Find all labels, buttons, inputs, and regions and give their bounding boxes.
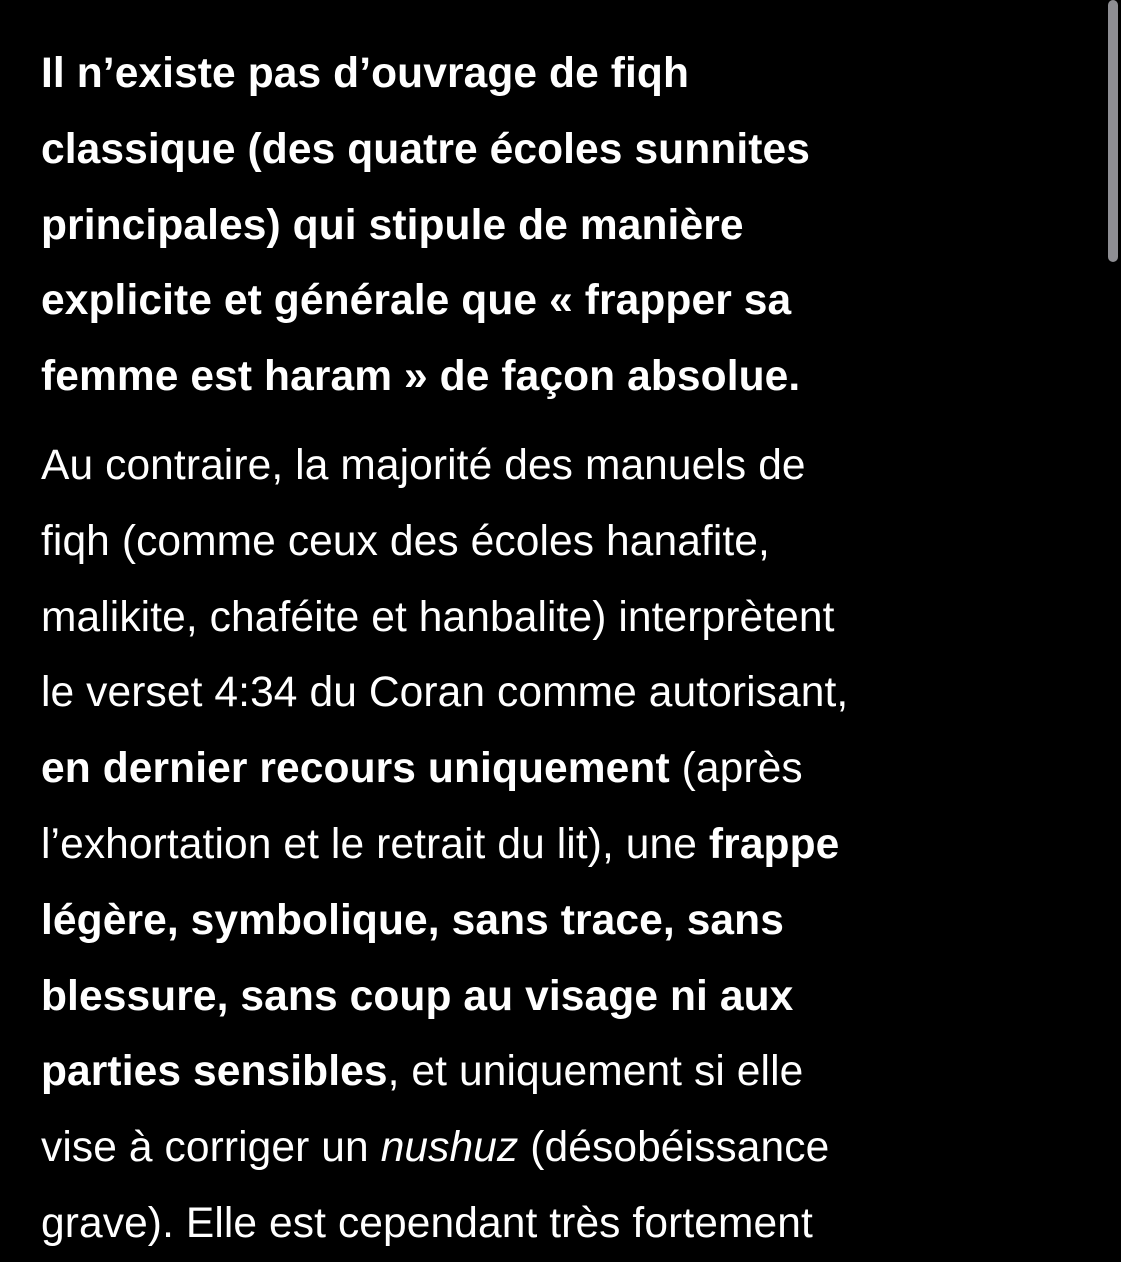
text-line: fiqh (comme ceux des écoles hanafite, (41, 517, 770, 565)
text-line: explicite et générale que « frapper sa (41, 277, 792, 325)
text-line: Au contraire, la majorité des manuels de (41, 441, 806, 489)
paragraph-intro (41, 36, 1081, 415)
text-line: blessure, sans coup au visage ni aux (41, 972, 794, 1020)
text-line: malikite, chaféite et hanbalite) interprètent (41, 593, 835, 641)
text-line-cut-off: grave). Elle est cependant très fortement (41, 1199, 813, 1247)
bold-phrase: frappe (708, 820, 840, 868)
text-run: l’exhortation et le retrait du lit), une (41, 820, 709, 868)
text-line: femme est haram » de façon absolue. (41, 353, 801, 401)
text-line: légère, symbolique, sans trace, sans (41, 896, 784, 944)
text-line (41, 731, 1081, 807)
article-body (41, 36, 1081, 1262)
bold-phrase: parties sensibles (41, 1048, 388, 1096)
text-run: vise à corriger un (41, 1124, 381, 1172)
text-run: (après (669, 745, 803, 793)
italic-term: nushuz (380, 1124, 519, 1172)
text-run: , et uniquement si elle (387, 1048, 804, 1096)
text-line (41, 807, 1081, 883)
text-line: le verset 4:34 du Coran comme autorisant, (41, 669, 849, 717)
text-line (41, 1034, 1081, 1110)
scrollbar-thumb[interactable] (1108, 0, 1118, 262)
text-line: Il n’existe pas d’ouvrage de fiqh (41, 50, 690, 97)
bold-phrase: en dernier recours uniquement (41, 745, 670, 793)
text-line: principales) qui stipule de manière (41, 201, 744, 249)
paragraph-main (41, 428, 1081, 1262)
text-line (41, 1110, 1081, 1186)
text-line: classique (des quatre écoles sunnites (41, 125, 810, 173)
text-run: (désobéissance (518, 1124, 830, 1172)
